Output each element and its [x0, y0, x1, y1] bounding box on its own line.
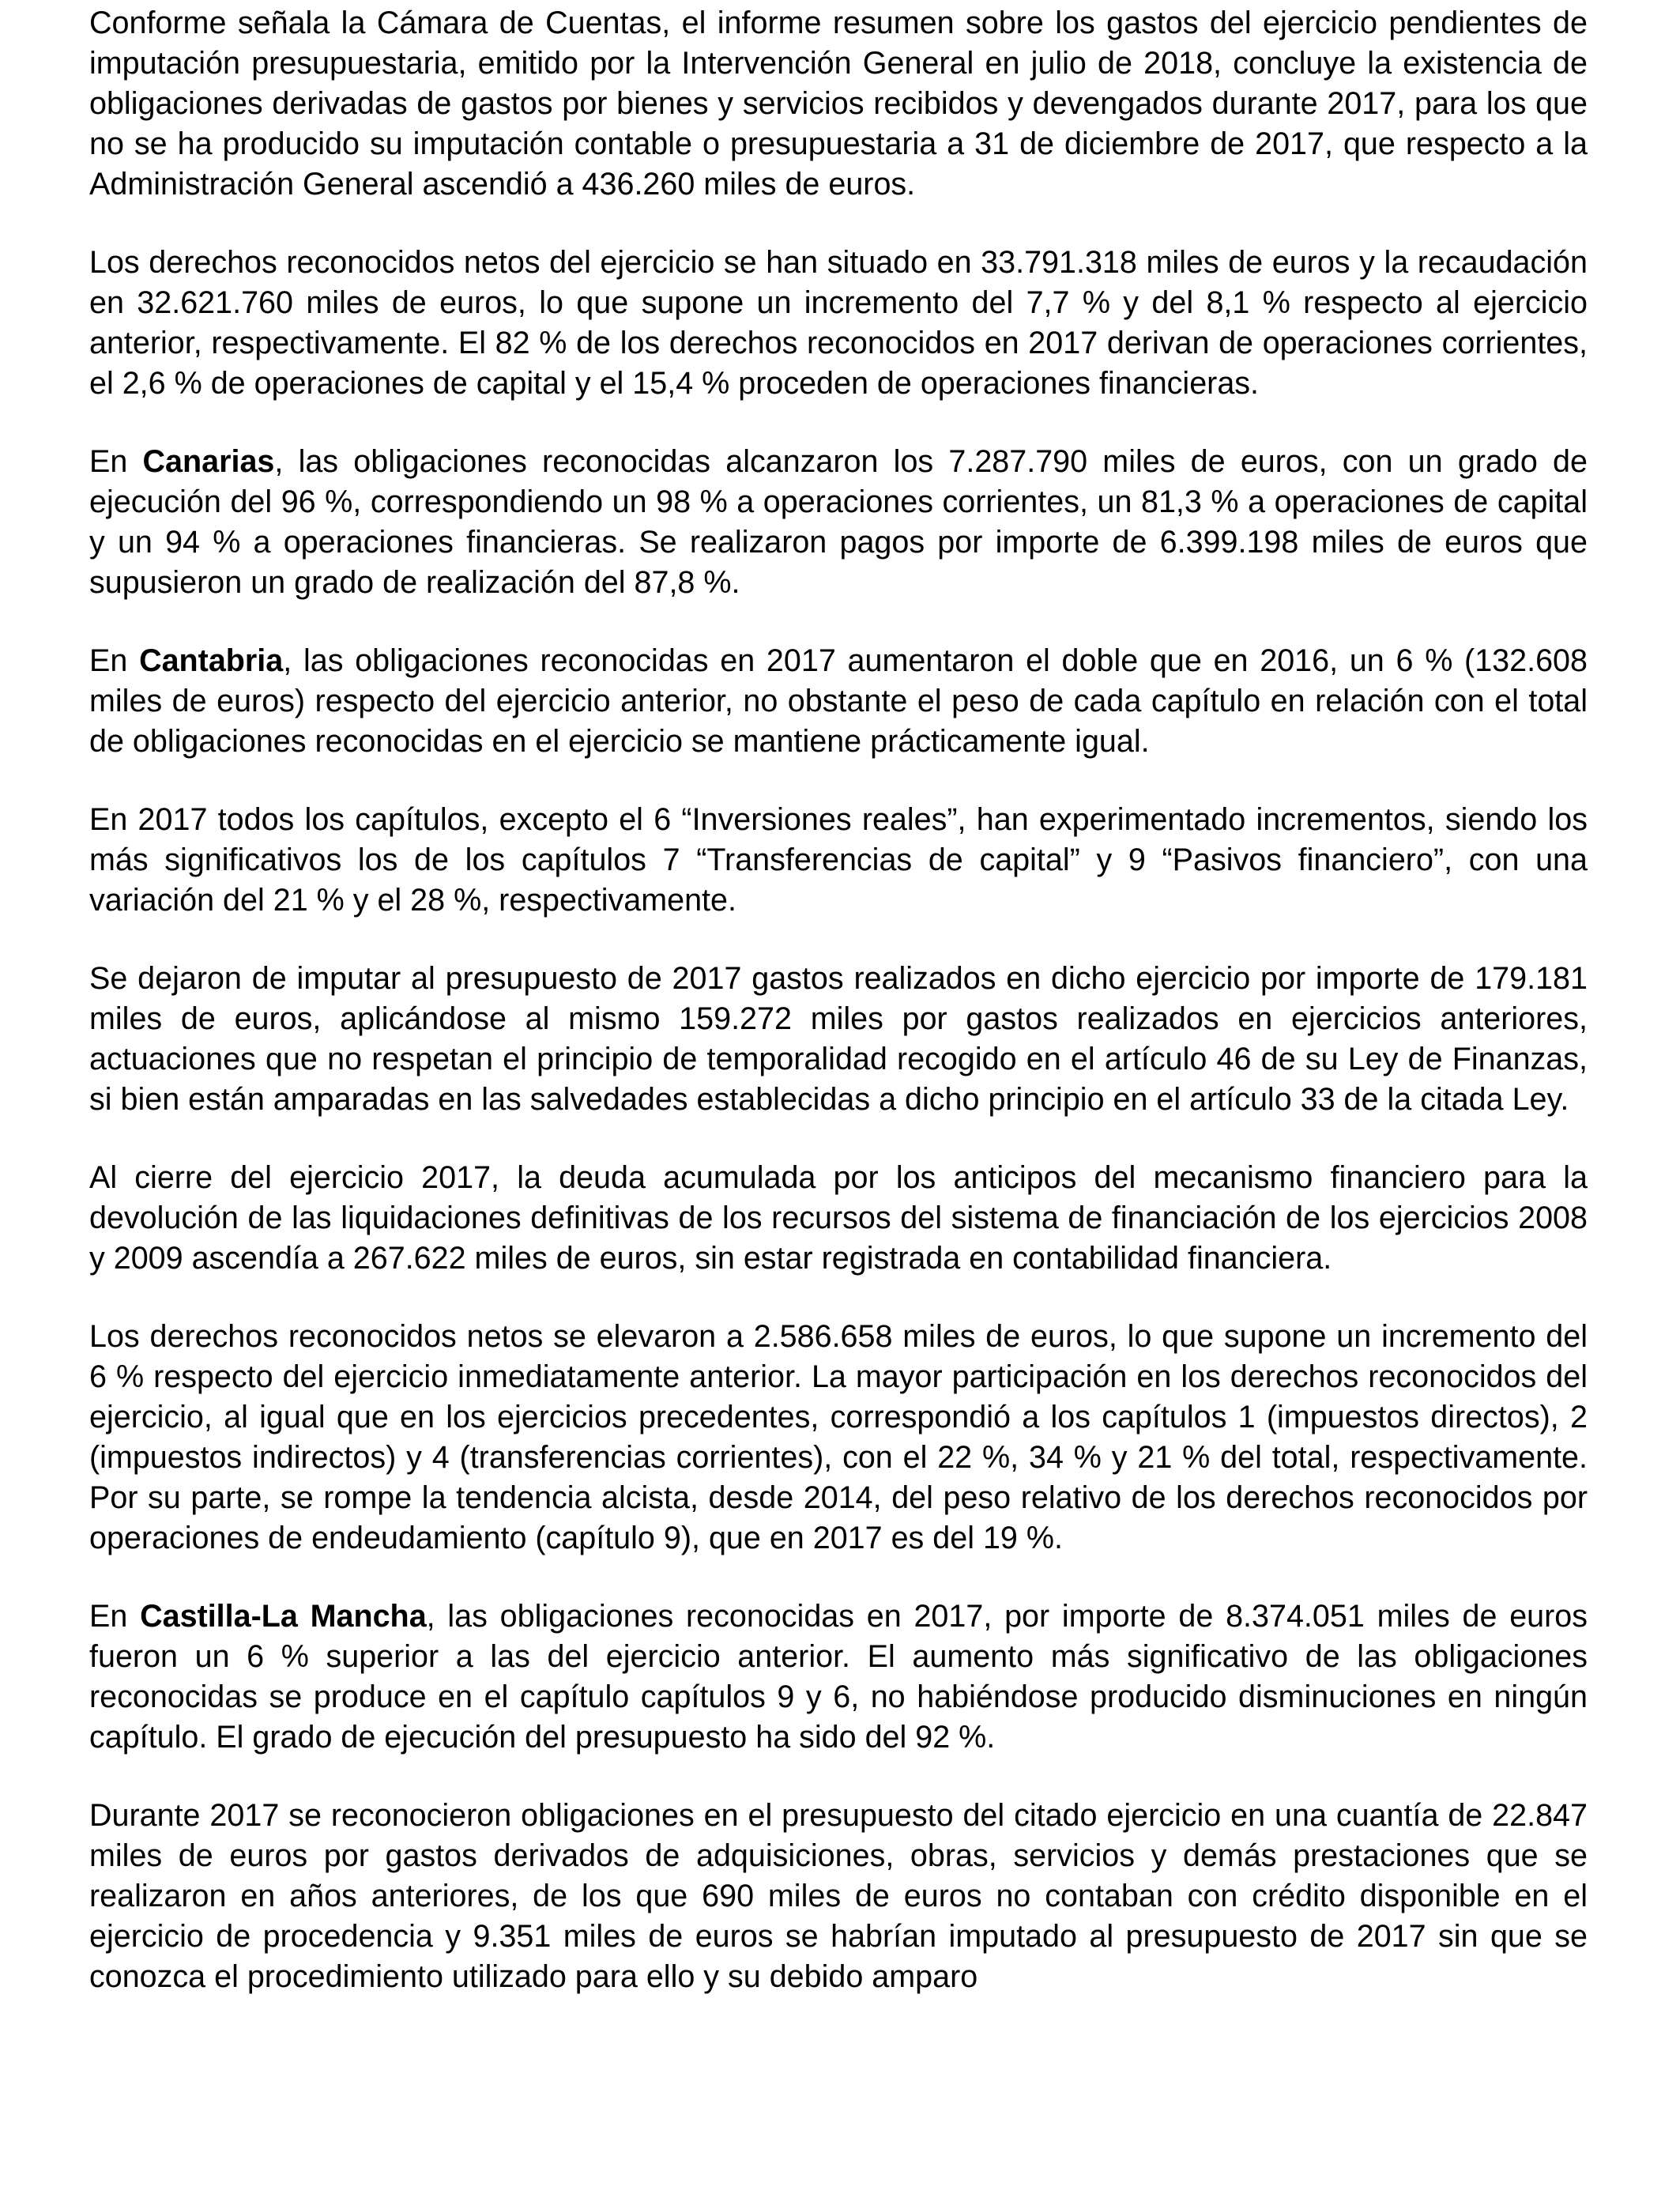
paragraph-obligaciones-anteriores: Durante 2017 se reconocieron obligaciones en el presupuesto del citado ejercicio en una cuantía de 22.847 miles de euros por gastos derivados de adquisiciones, obras, servicios y demás prestaciones que se realizaron en años anteriores, de los que 690 miles de euros no contaban con crédito disponible en el ejercicio de procedencia y 9.351 miles de euros se habrían imputado al presupuesto de 2017 sin que se conozca el procedimiento utilizado para ello y su debido amparo [89, 1798, 1588, 1994]
paragraph-prefix: En [89, 444, 143, 479]
paragraph-prefix: En [89, 1599, 141, 1634]
paragraph-deuda-acumulada: Al cierre del ejercicio 2017, la deuda acumulada por los anticipos del mecanismo financiero para la devolución de las liquidaciones definitivas de los recursos del sistema de financiación de los ejercicios 2008 y 2009 ascendía a 267.622 miles de euros, sin estar registrada en contabilidad financiera. [89, 1160, 1588, 1276]
paragraph-canarias [89, 442, 1588, 603]
document-page [89, 0, 1588, 2035]
paragraph-derechos-netos: Los derechos reconocidos netos se elevaron a 2.586.658 miles de euros, lo que supone un incremento del 6 % respecto del ejercicio inmediatamente anterior. La mayor participación en los derechos reconocidos del ejercicio, al igual que en los ejercicios precedentes, correspondió a los capítulos 1 (impuestos directos), 2 (impuestos indirectos) y 4 (transferencias corrientes), con el 22 %, 34 % y 21 % del total, respectivamente. Por su parte, se rompe la tendencia alcista, desde 2014, del peso relativo de los derechos reconocidos por operaciones de endeudamiento (capítulo 9), que en 2017 es del 19 %. [89, 1319, 1588, 1555]
paragraph-cantabria [89, 641, 1588, 762]
region-name-canarias: Canarias [142, 444, 275, 479]
paragraph-capitulos-2017: En 2017 todos los capítulos, excepto el 6 “Inversiones reales”, han experimentado incrementos, siendo los más significativos los de los capítulos 7 “Transferencias de capital” y 9 “Pasivos financiero”, con una variación del 21 % y el 28 %, respectivamente. [89, 802, 1588, 918]
region-name-cantabria: Cantabria [139, 643, 284, 678]
region-name-castilla-la-mancha: Castilla-La Mancha [140, 1599, 427, 1634]
paragraph-body: , las obligaciones reconocidas en 2017 aumentaron el doble que en 2016, un 6 % (132.608 miles de euros) respecto del ejercicio anterior, no obstante el peso de cada capítulo en relación con el total de obligaciones reconocidas en el ejercicio se mantiene prácticamente igual. [89, 643, 1588, 759]
paragraph-body: , las obligaciones reconocidas en 2017, por importe de 8.374.051 miles de euros fueron un 6 % superior a las del ejercicio anterior. El aumento más significativo de las obligaciones reconocidas se produce en el capítulo capítulos 9 y 6, no habiéndose producido disminuciones en ningún capítulo. El grado de ejecución del presupuesto ha sido del 92 %. [89, 1599, 1588, 1755]
paragraph-prefix: En [89, 643, 140, 678]
paragraph-body: , las obligaciones reconocidas alcanzaron los 7.287.790 miles de euros, con un grado de ejecución del 96 %, correspondiendo un 98 % a operaciones corrientes, un 81,3 % a operaciones de capital y un 94 % a operaciones financieras. Se realizaron pagos por importe de 6.399.198 miles de euros que supusieron un grado de realización del 87,8 %. [89, 444, 1588, 600]
paragraph-castilla-la-mancha [89, 1596, 1588, 1758]
paragraph-gastos-sin-imputar: Se dejaron de imputar al presupuesto de 2017 gastos realizados en dicho ejercicio por importe de 179.181 miles de euros, aplicándose al mismo 159.272 miles por gastos realizados en ejercicios anteriores, actuaciones que no respetan el principio de temporalidad recogido en el artículo 46 de su Ley de Finanzas, si bien están amparadas en las salvedades establecidas a dicho principio en el artículo 33 de la citada Ley. [89, 961, 1588, 1117]
paragraph-informe-resumen: Conforme señala la Cámara de Cuentas, el informe resumen sobre los gastos del ejercicio pendientes de imputación presupuestaria, emitido por la Intervención General en julio de 2018, concluye la existencia de obligaciones derivadas de gastos por bienes y servicios recibidos y devengados durante 2017, para los que no se ha producido su imputación contable o presupuestaria a 31 de diciembre de 2017, que respecto a la Administración General ascendió a 436.260 miles de euros. [89, 6, 1588, 202]
paragraph-derechos-reconocidos: Los derechos reconocidos netos del ejercicio se han situado en 33.791.318 miles de euros y la recaudación en 32.621.760 miles de euros, lo que supone un incremento del 7,7 % y del 8,1 % respecto al ejercicio anterior, respectivamente. El 82 % de los derechos reconocidos en 2017 derivan de operaciones corrientes, el 2,6 % de operaciones de capital y el 15,4 % proceden de operaciones financieras. [89, 245, 1588, 401]
